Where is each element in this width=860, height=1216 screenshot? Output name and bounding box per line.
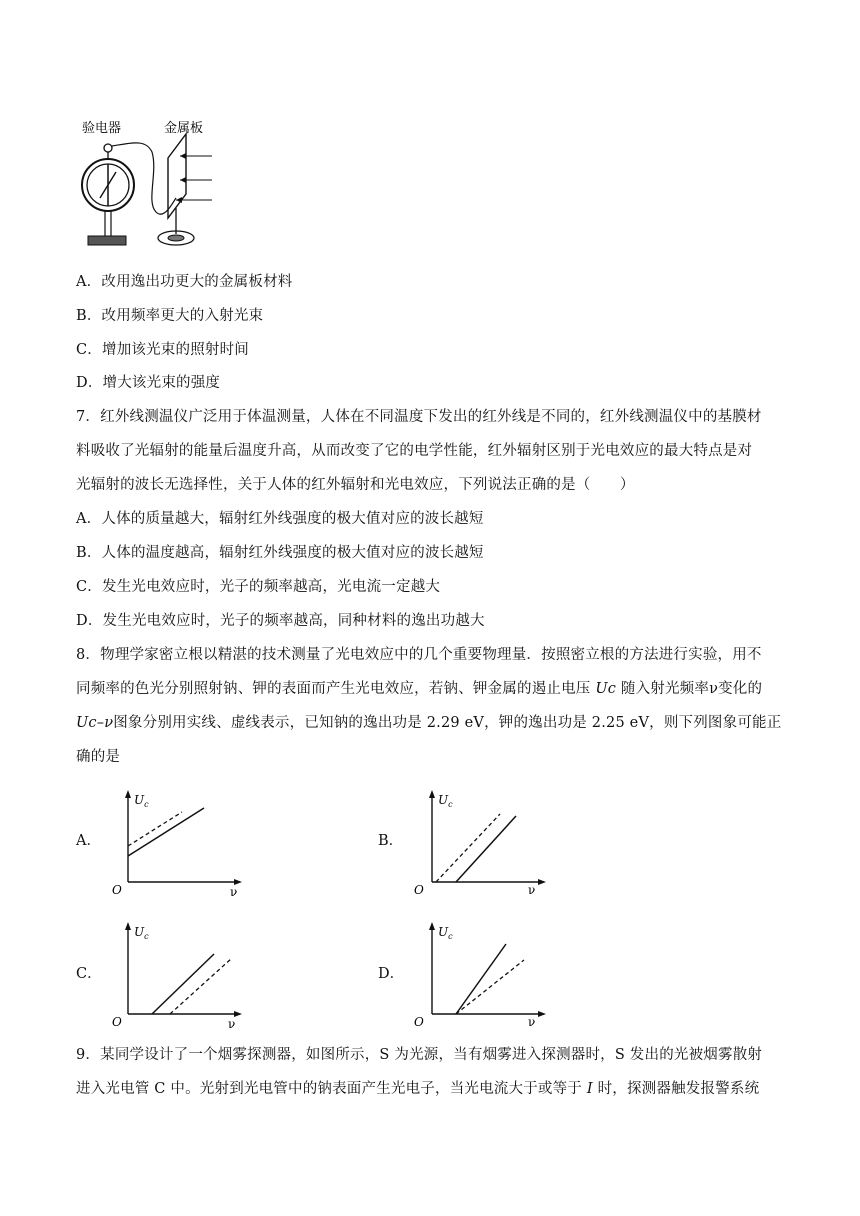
q8-option-d-label: D． <box>378 966 405 982</box>
graph-a-y-label: $U_c$ <box>134 793 149 809</box>
q9-stem-line-2 <box>76 1077 759 1098</box>
q7-stem-line-1: 7．红外线测温仪广泛用于体温测量，人体在不同温度下发出的红外线是不同的，红外线测温仪中的基膜材 <box>76 409 762 425</box>
graph-c-x-label: ν <box>228 1017 236 1030</box>
graph-d-y-label: $U_c$ <box>438 925 453 941</box>
q8-option-c-label: C． <box>76 966 102 982</box>
q8-line2-uc: Uc <box>595 681 617 697</box>
q8-stem-line-2 <box>76 677 762 698</box>
electroscope-label: 验电器 <box>82 121 122 136</box>
q9-line2-i: I <box>586 1081 593 1097</box>
q7-stem-line-2: 料吸收了光辐射的能量后温度升高，从而改变了它的电学性能，红外辐射区别于光电效应的最大特点是对 <box>76 443 753 459</box>
q7-option-b: B．人体的温度越高，辐射红外线强度的极大值对应的波长越短 <box>76 545 484 561</box>
q8-line3-nu: ν <box>104 715 114 731</box>
q6-option-d: D．增大该光束的强度 <box>76 375 221 391</box>
q8-line3-text-b: 图象分别用实线、虚线表示，已知钠的逸出功是 2.29 eV，钾的逸出功是 2.25 eV，则下列图象可能正 <box>113 715 782 731</box>
metal-plate-label: 金属板 <box>164 121 204 136</box>
q7-option-a: A．人体的质量越大，辐射红外线强度的极大值对应的波长越短 <box>76 511 484 527</box>
q8-line2-text-b: 随入射光频率ν变化的 <box>616 681 763 697</box>
q8-stem-line-1: 8．物理学家密立根以精湛的技术测量了光电效应中的几个重要物理量．按照密立根的方法进行实验，用不 <box>76 647 762 663</box>
graph-b-svg <box>412 786 552 898</box>
q8-stem-line-4: 确的是 <box>76 749 121 765</box>
q8-line2-text-a: 同频率的色光分别照射钠、钾的表面而产生光电效应，若钠、钾金属的遏止电压 <box>76 681 596 697</box>
q8-graph-d <box>412 918 552 1030</box>
graph-c-y-label: $U_c$ <box>134 925 149 941</box>
q6-option-b: B．改用频率更大的入射光束 <box>76 308 264 324</box>
q8-graph-c <box>108 918 248 1030</box>
graph-c-svg <box>108 918 248 1030</box>
graph-d-origin: O <box>414 1015 424 1029</box>
q7-option-c: C．发生光电效应时，光子的频率越高，光电流一定越大 <box>76 579 441 595</box>
q9-line2-text-b: 时，探测器触发报警系统 <box>592 1081 760 1097</box>
q8-graph-a <box>108 786 248 898</box>
graph-c-origin: O <box>112 1015 122 1029</box>
q6-option-a: A．改用逸出功更大的金属板材料 <box>76 274 293 290</box>
electroscope-diagram <box>76 112 236 252</box>
q7-stem-line-3: 光辐射的波长无选择性，关于人体的红外辐射和光电效应，下列说法正确的是（ ） <box>76 477 635 493</box>
graph-a-svg <box>108 786 248 898</box>
graph-b-x-label: ν <box>528 883 536 897</box>
q8-option-a-label: A． <box>76 833 101 849</box>
electroscope-figure <box>76 112 236 252</box>
q8-line3-dash: – <box>96 715 105 731</box>
q6-option-c: C．增加该光束的照射时间 <box>76 342 249 358</box>
q9-line2-text-a: 进入光电管 C 中。光射到光电管中的钠表面产生光电子，当光电流大于或等于 <box>76 1081 587 1097</box>
q8-option-b-label: B． <box>378 833 404 849</box>
graph-d-x-label: ν <box>528 1015 536 1029</box>
q8-stem-line-3 <box>76 711 781 732</box>
q7-option-d: D．发生光电效应时，光子的频率越高，同种材料的逸出功越大 <box>76 613 485 629</box>
q9-stem-line-1: 9．某同学设计了一个烟雾探测器，如图所示，S 为光源，当有烟雾进入探测器时，S 发出的光被烟雾散射 <box>76 1047 763 1063</box>
graph-d-svg <box>412 918 552 1030</box>
graph-a-origin: O <box>112 883 122 897</box>
graph-b-origin: O <box>414 883 424 897</box>
graph-b-y-label: $U_c$ <box>438 793 453 809</box>
q8-graph-b <box>412 786 552 898</box>
graph-a-x-label: ν <box>230 885 238 898</box>
q8-line3-uc: Uc <box>76 715 97 731</box>
